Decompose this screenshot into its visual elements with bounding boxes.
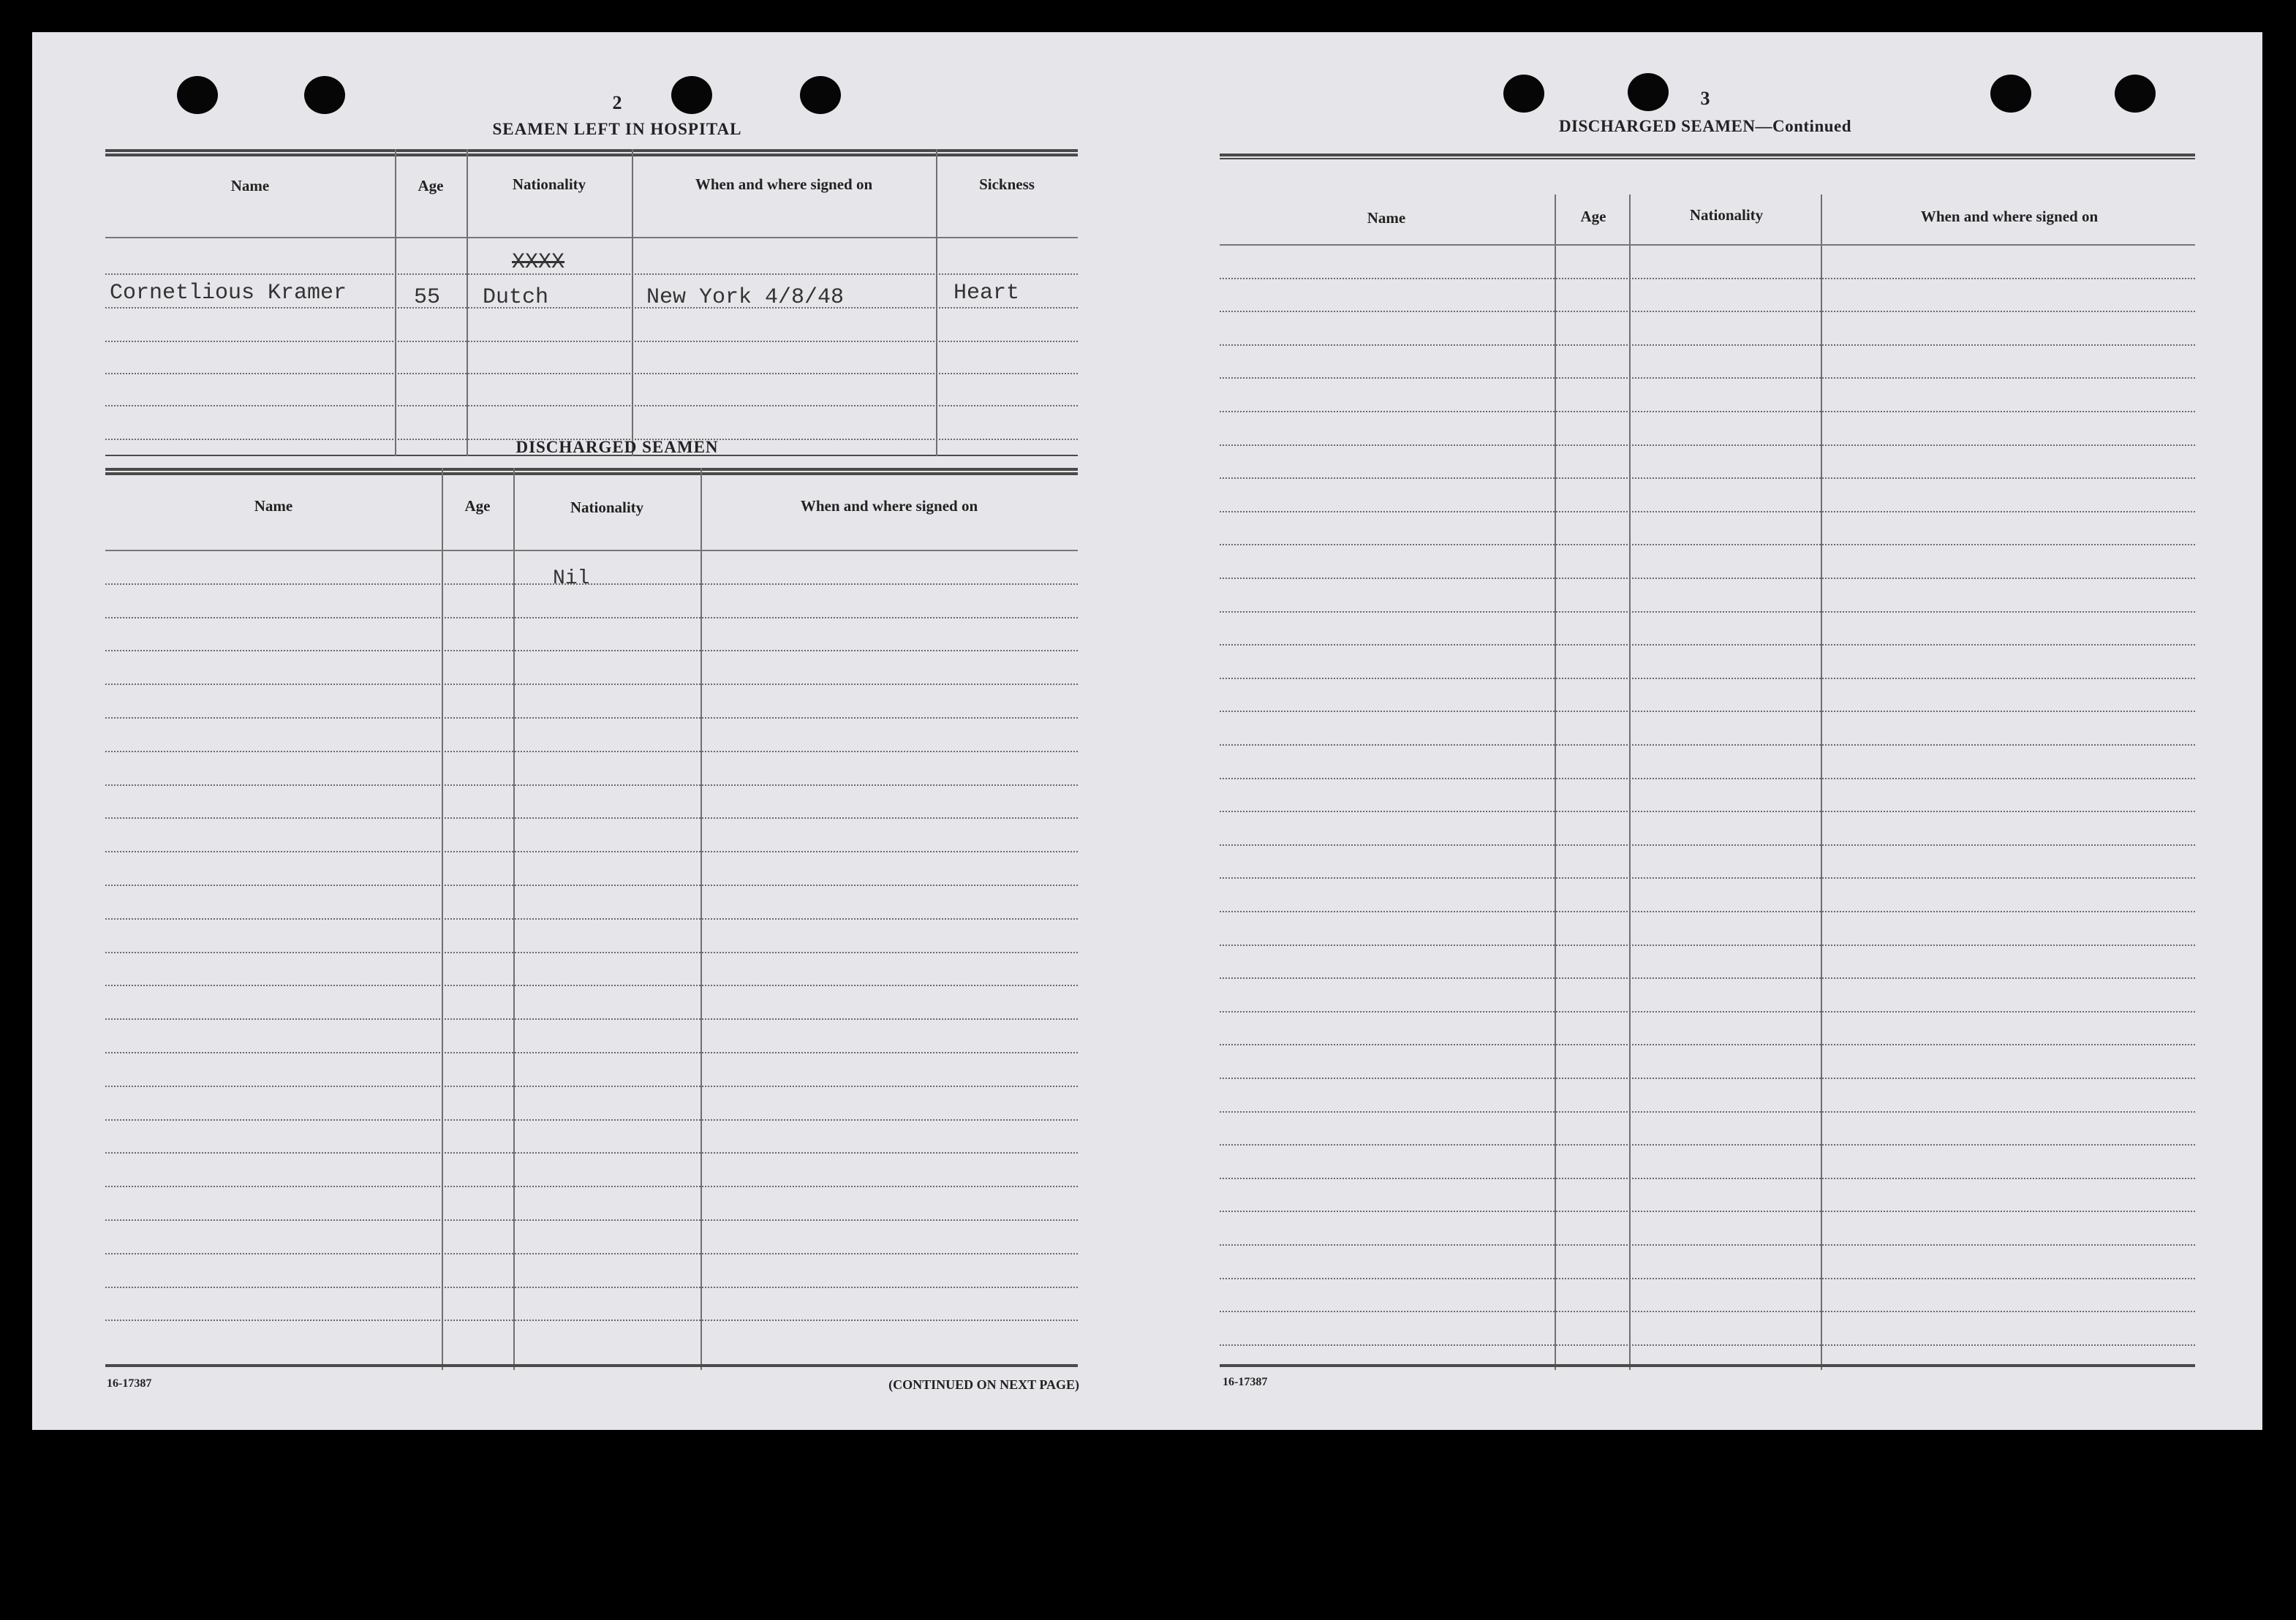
col-name: Name	[254, 497, 293, 515]
right-page	[1128, 32, 2262, 1430]
seaman-name: Cornetlious Kramer	[110, 281, 347, 306]
ruled-line	[1220, 1044, 2195, 1045]
punch-hole	[800, 76, 841, 114]
form-number: 16-17387	[107, 1377, 152, 1390]
page-number: 3	[1700, 88, 1710, 109]
seaman-signed-on: New York 4/8/48	[646, 285, 845, 310]
ruled-line	[105, 851, 1078, 852]
col-nationality: Nationality	[1689, 206, 1764, 224]
ruled-line	[105, 1186, 1078, 1187]
ruled-line	[105, 918, 1078, 920]
ruled-line	[1220, 945, 2195, 946]
seaman-age: 55	[414, 285, 441, 310]
ruled-line	[1220, 544, 2195, 545]
ruled-line	[105, 1119, 1078, 1121]
ruled-line	[1220, 1311, 2195, 1312]
ruled-line	[105, 1253, 1078, 1254]
ruled-line	[1220, 311, 2195, 312]
continued-note: (CONTINUED ON NEXT PAGE)	[888, 1377, 1079, 1392]
ruled-line	[1220, 511, 2195, 512]
table-bottom-rule	[1220, 1364, 2195, 1367]
punch-hole	[1990, 75, 2031, 113]
page-number: 2	[612, 92, 622, 113]
col-nationality: Nationality	[570, 499, 644, 516]
discharged-continued-heading: DISCHARGED SEAMEN—Continued	[1558, 117, 1852, 135]
ruled-line	[1220, 1011, 2195, 1012]
col-age: Age	[464, 497, 491, 515]
ruled-line	[1220, 1211, 2195, 1212]
ruled-line	[1220, 477, 2195, 479]
punch-hole	[304, 76, 345, 114]
ruled-line	[105, 817, 1078, 819]
ruled-line	[1220, 678, 2195, 679]
ruled-line	[1220, 911, 2195, 912]
col-signed-on: When and where signed on	[695, 175, 873, 193]
ruled-line	[105, 1320, 1078, 1321]
ruled-line	[1220, 877, 2195, 879]
col-nationality: Nationality	[512, 175, 586, 193]
seaman-sickness: Heart	[953, 281, 1020, 306]
ruled-line	[105, 985, 1078, 986]
ruled-line	[1220, 977, 2195, 979]
hospital-heading: SEAMEN LEFT IN HOSPITAL	[492, 120, 742, 138]
ruled-line	[105, 1052, 1078, 1053]
ruled-line	[1220, 444, 2195, 446]
ruled-line	[1220, 1111, 2195, 1113]
ruled-line	[105, 717, 1078, 719]
ruled-line	[1220, 644, 2195, 646]
col-name: Name	[230, 177, 270, 194]
ruled-line	[105, 784, 1078, 786]
ruled-line	[1220, 411, 2195, 412]
table-bottom-rule	[105, 1364, 1078, 1367]
ruled-line	[105, 550, 1078, 551]
col-sickness: Sickness	[979, 175, 1035, 193]
ruled-line	[105, 1086, 1078, 1087]
punch-hole	[1503, 75, 1544, 113]
ruled-line	[105, 583, 1078, 585]
punch-hole	[2115, 75, 2156, 113]
form-number: 16-17387	[1223, 1376, 1268, 1388]
ruled-line	[105, 1219, 1078, 1221]
nationality-crossed: XXXX	[512, 250, 565, 275]
ruled-line	[105, 952, 1078, 953]
ruled-line	[105, 617, 1078, 618]
ruled-line	[105, 684, 1078, 685]
ruled-line	[1220, 1144, 2195, 1146]
ruled-line	[105, 1152, 1078, 1154]
ruled-line	[1220, 844, 2195, 846]
ruled-line	[1220, 344, 2195, 346]
col-age: Age	[1580, 208, 1606, 225]
col-age: Age	[418, 177, 444, 194]
col-signed-on: When and where signed on	[1920, 208, 2099, 225]
ruled-line	[105, 751, 1078, 752]
seaman-nationality: Dutch	[483, 285, 549, 310]
ruled-line	[1220, 811, 2195, 812]
ruled-line	[1220, 744, 2195, 746]
ruled-line	[105, 1018, 1078, 1020]
ruled-line	[1220, 778, 2195, 779]
ruled-line	[105, 1287, 1078, 1288]
ruled-line	[1220, 278, 2195, 279]
discharged-nil: Nil	[553, 567, 590, 590]
hospital-table	[105, 149, 1078, 456]
ruled-line	[1220, 1078, 2195, 1079]
ruled-line	[1220, 1278, 2195, 1279]
col-name: Name	[1367, 209, 1406, 227]
ruled-line	[1220, 1344, 2195, 1346]
left-page	[32, 32, 1128, 1430]
ruled-line	[1220, 578, 2195, 579]
punch-hole	[177, 76, 218, 114]
ruled-line	[105, 650, 1078, 651]
ruled-line	[1220, 377, 2195, 379]
discharged-table-right	[1220, 154, 2195, 1370]
ruled-line	[1220, 711, 2195, 712]
discharged-table-left	[105, 468, 1078, 1370]
ruled-line	[1220, 1244, 2195, 1246]
ruled-line	[105, 885, 1078, 886]
discharged-heading: DISCHARGED SEAMEN	[516, 438, 719, 456]
ruled-line	[1220, 244, 2195, 246]
ruled-line	[1220, 611, 2195, 613]
ruled-line	[1220, 1178, 2195, 1179]
col-signed-on: When and where signed on	[800, 497, 978, 515]
